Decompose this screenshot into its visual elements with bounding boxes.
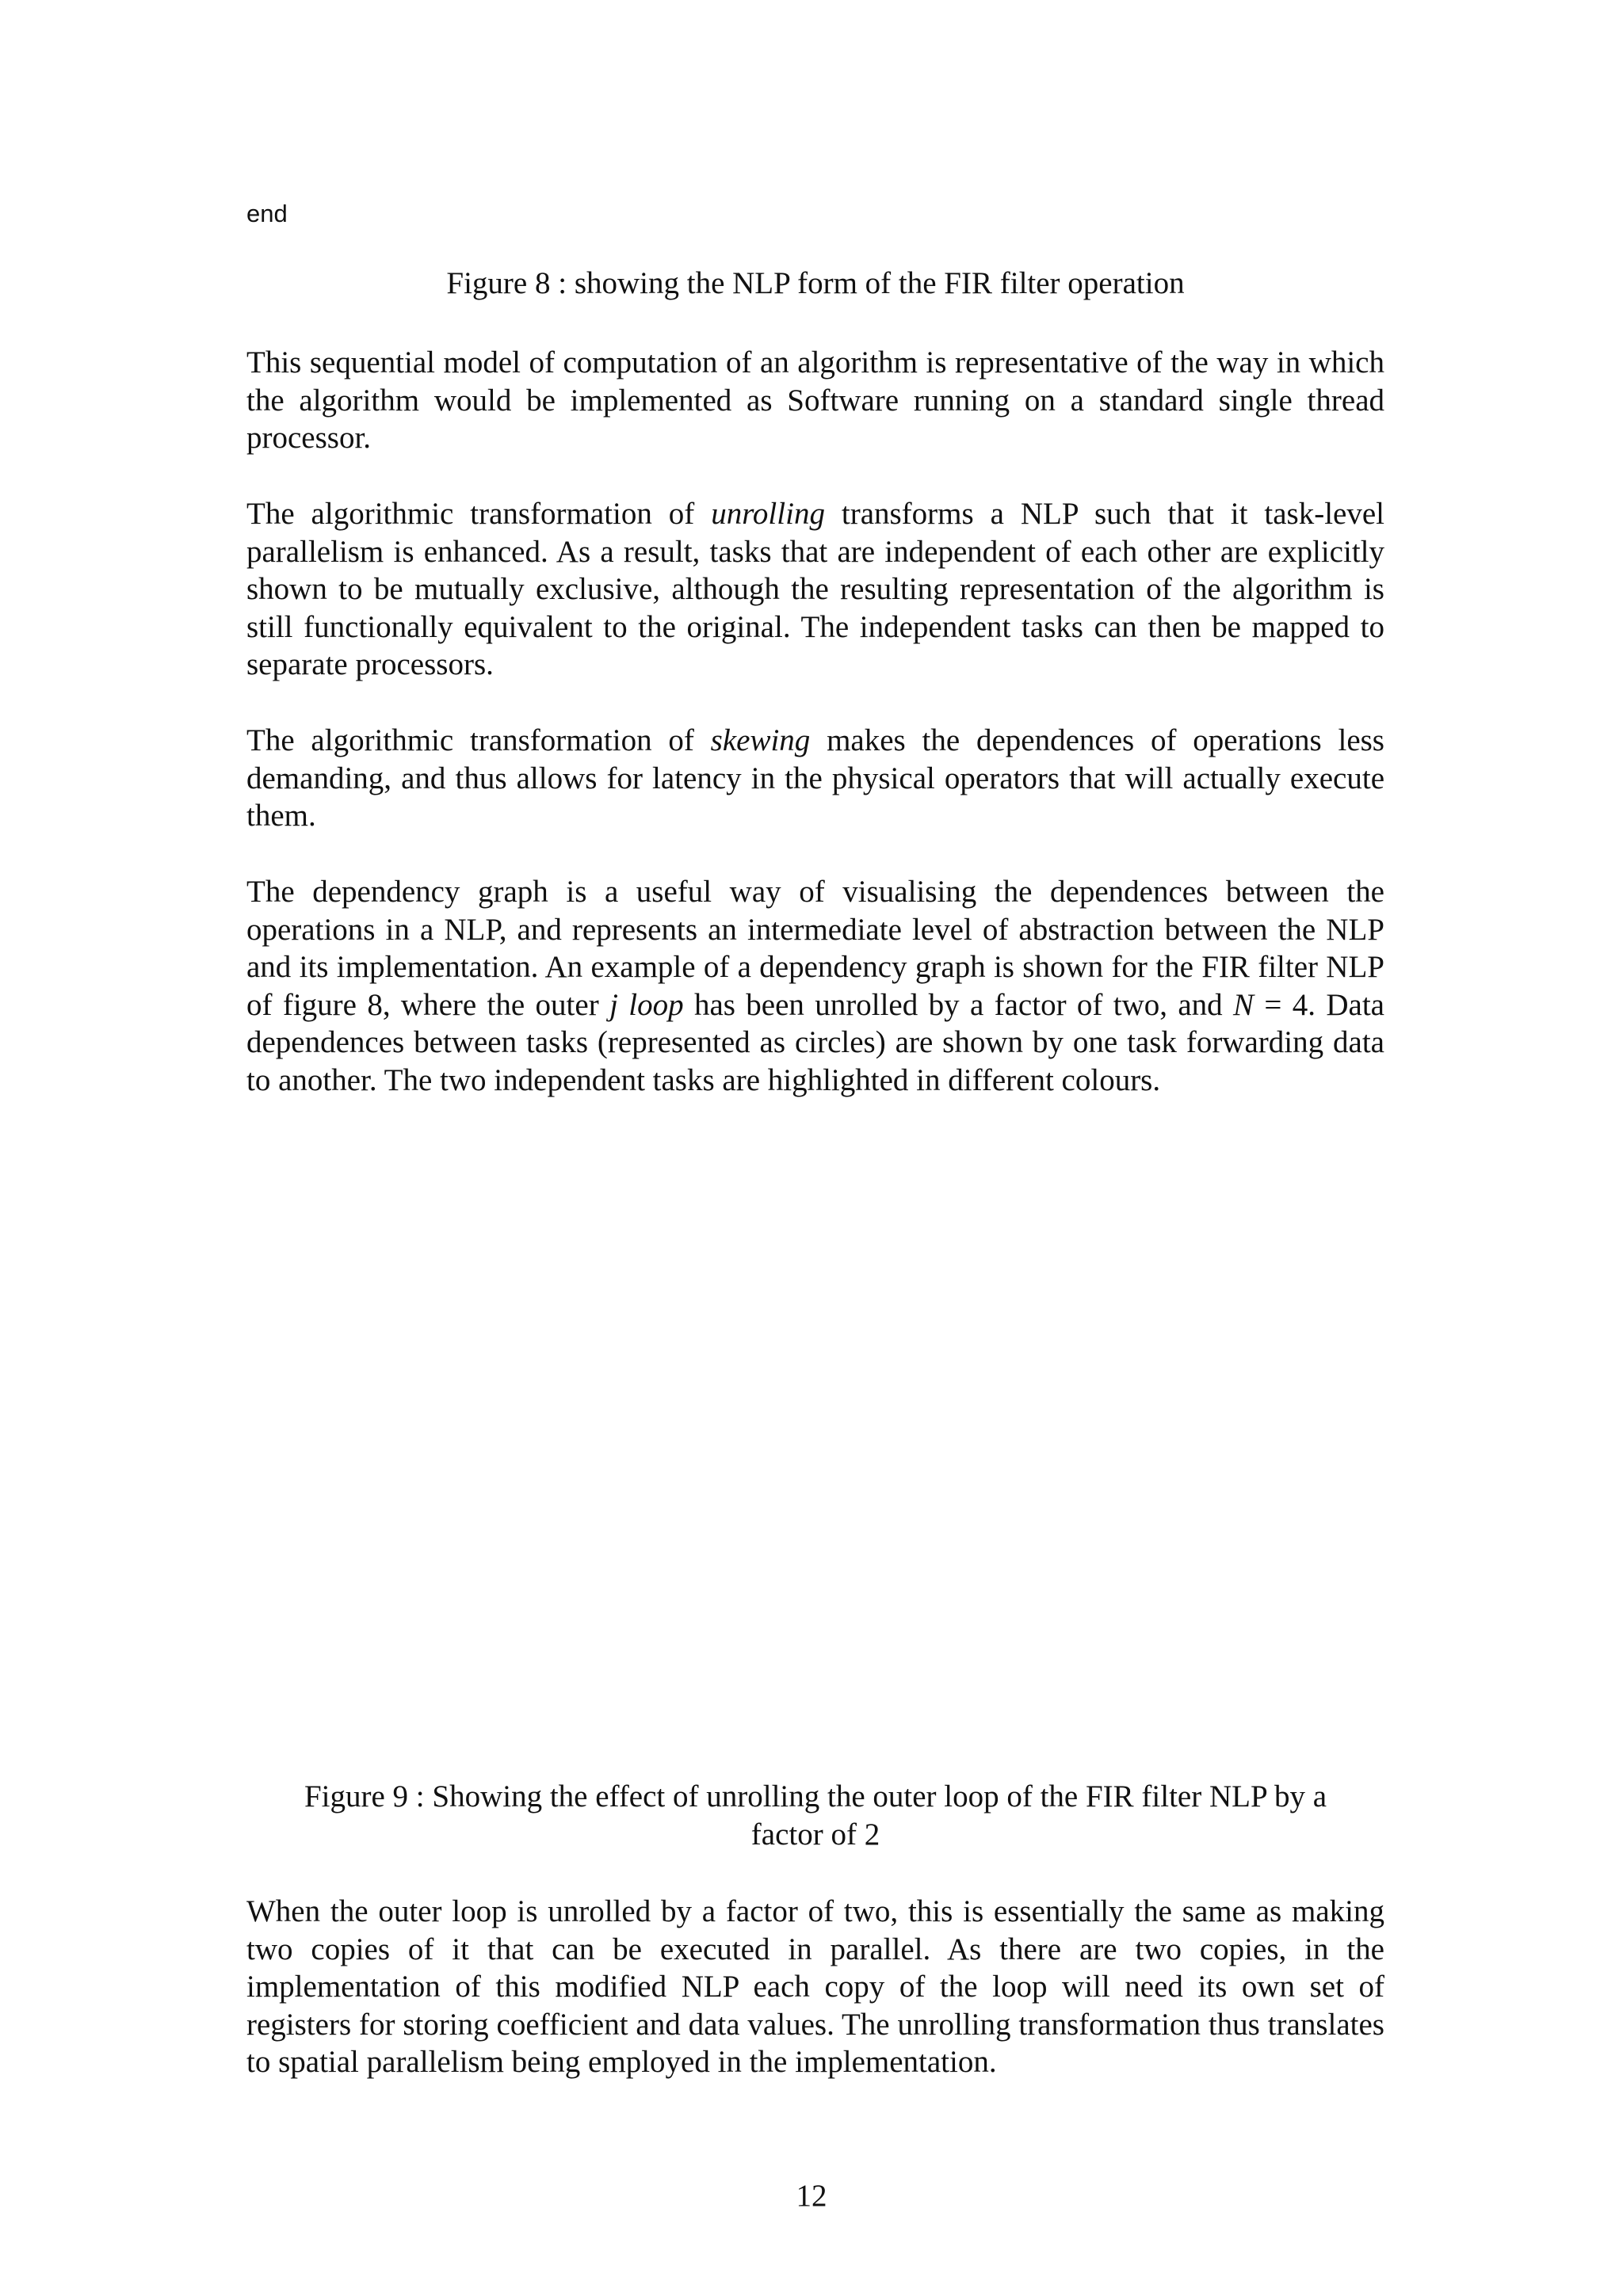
text-run: transforms a NLP such that it task-level parallelism is enhanced. As a result, tasks that are independent of each other are explicitly shown to be mutually exclusive, although the resulting representation of the algorithm is still functionally equivalent to the original. The independent tasks can then be mapped to separate processors.: [246, 497, 1384, 681]
term-skewing: skewing: [710, 723, 811, 757]
text-run: = 4. Data dependences between tasks (represented as circles) are shown by one task forwarding data to another. The two independent tasks are highlighted in different colours.: [246, 987, 1384, 1097]
variable-n: N: [1233, 987, 1254, 1022]
paragraph-sequential-model: This sequential model of computation of an algorithm is representative of the way in which the algorithm would be implemented as Software running on a standard single thread processor.: [246, 345, 1384, 455]
paragraph-spatial-parallelism: When the outer loop is unrolled by a factor of two, this is essentially the same as making two copies of it that can be executed in parallel. As there are two copies, in the implementation of this modified NLP each copy of the loop will need its own set of registers for storing coefficient and data values. The unrolling transformation thus translates to spatial parallelism being employed in the implementation.: [246, 1894, 1384, 2079]
text-run: has been unrolled by a factor of two, and: [683, 987, 1234, 1022]
term-j-loop: j loop: [609, 987, 684, 1022]
text-run: The algorithmic transformation of: [246, 497, 712, 531]
text-run: The dependency graph is a useful way of visualising the dependences between the operations in a NLP, and represents an intermediate level of abstraction between the NLP and its implementation. An example of a dependency graph is shown for the FIR filter NLP of figure 8, where the outer: [246, 875, 1384, 1022]
figure-8-caption: Figure 8 : showing the NLP form of the FIR filter operation: [446, 266, 1185, 300]
page-number: 12: [796, 2179, 827, 2213]
paragraph-dependency-graph: [246, 873, 1384, 1099]
term-unrolling: unrolling: [711, 497, 825, 531]
paragraph-skewing: [246, 722, 1384, 835]
code-listing-end: end: [246, 200, 288, 227]
figure-9-caption: [238, 1778, 1393, 1854]
figure-9-caption-line-2: factor of 2: [750, 1817, 880, 1852]
paragraph-unrolling: [246, 495, 1384, 684]
figure-9-area: [246, 1149, 1384, 1751]
figure-9-caption-line-1: Figure 9 : Showing the effect of unrolling the outer loop of the FIR filter NLP by a: [304, 1779, 1327, 1814]
text-run: The algorithmic transformation of: [246, 723, 711, 757]
text-run: makes the dependences of operations less demanding, and thus allows for latency in the physical operators that will actually execute them.: [246, 723, 1384, 833]
